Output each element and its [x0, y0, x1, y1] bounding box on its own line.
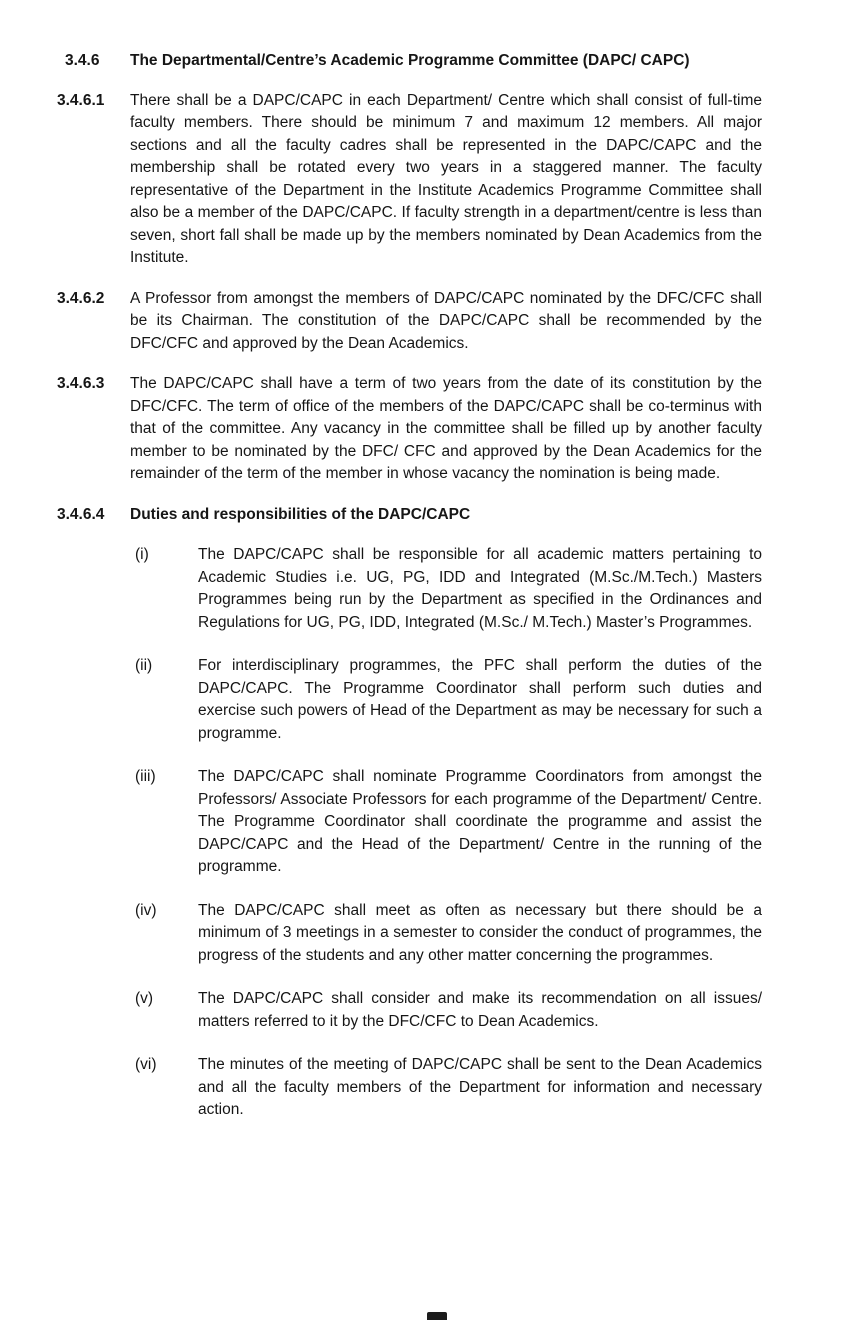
list-item	[130, 655, 762, 745]
clause-number: 3.4.6.2	[57, 289, 105, 307]
clause-number: 3.4.6.4	[57, 505, 105, 523]
list-item	[130, 544, 762, 634]
clause-text: There shall be a DAPC/CAPC in each Department/ Centre which shall consist of full-time faculty members. There should be minimum 7 and maximum 12 members. All major sections and all the faculty cadres shall be represented in the DAPC/CAPC and the membership shall be rotated every two years in a staggered manner. The faculty representative of the Department in the Institute Academics Programme Committee shall also be a member of the DAPC/CAPC. If faculty strength in a department/centre is less than seven, short fall shall be made up by the members nominated by Dean Academics from the Institute.	[130, 91, 762, 266]
list-item	[130, 766, 762, 879]
clause-3-4-6-3	[57, 373, 762, 486]
list-item-text: The DAPC/CAPC shall meet as often as necessary but there should be a minimum of 3 meetings in a semester to consider the conduct of programmes, the progress of the students and any other matter concerning the programmes.	[198, 901, 762, 964]
duties-list	[130, 544, 762, 1122]
section-heading	[57, 50, 762, 73]
clause-number: 3.4.6.3	[57, 375, 105, 392]
clause-3-4-6-4	[57, 504, 762, 527]
list-item	[130, 988, 762, 1033]
clause-text: The DAPC/CAPC shall have a term of two years from the date of its constitution by the DFC/CFC. The term of office of the members of the DAPC/CAPC shall be co-terminus with that of the committee. Any vacancy in the committee shall be filled up by another faculty member to be nominated by the DFC/ CFC and approved by the Dean Academics for the remainder of the term of the member in whose vacancy the nomination is being made.	[130, 375, 762, 482]
list-item-label: (iv)	[135, 901, 157, 919]
list-item-text: The DAPC/CAPC shall consider and make its recommendation on all issues/ matters referred to it by the DFC/CFC to Dean Academics.	[198, 990, 762, 1030]
list-item-text: The DAPC/CAPC shall be responsible for all academic matters pertaining to Academic Studies i.e. UG, PG, IDD and Integrated (M.Sc./M.Tech.) Masters Programmes being run by the Department as specified in the Ordinances and Regulations for UG, PG, IDD, Integrated (M.Sc./ M.Tech.) Master’s Programmes.	[198, 546, 762, 631]
page-number-cropped	[427, 1312, 447, 1320]
list-item-label: (v)	[135, 990, 154, 1007]
list-item-label: (ii)	[135, 657, 153, 674]
list-item	[130, 1054, 762, 1122]
section-number: 3.4.6	[65, 52, 100, 69]
list-item-text: The DAPC/CAPC shall nominate Programme Coordinators from amongst the Professors/ Associate Professors for each programme of the Department/ Centre. The Programme Coordinator shall coordinate the programme and assist the DAPC/CAPC and the Head of the Department/ Centre in the running of the programme.	[198, 768, 762, 875]
clause-3-4-6-2	[57, 288, 762, 356]
list-item-text: The minutes of the meeting of DAPC/CAPC shall be sent to the Dean Academics and all the faculty members of the Department for information and necessary action.	[198, 1056, 762, 1118]
clause-3-4-6-1	[57, 90, 762, 270]
clause-text: A Professor from amongst the members of DAPC/CAPC nominated by the DFC/CFC shall be its Chairman. The constitution of the DAPC/CAPC shall be recommended by the DFC/CFC and approved by the Dean Academics.	[130, 289, 762, 352]
section-title: The Departmental/Centre’s Academic Programme Committee (DAPC/ CAPC)	[130, 52, 690, 69]
clause-number: 3.4.6.1	[57, 91, 105, 109]
list-item-text: For interdisciplinary programmes, the PFC shall perform the duties of the DAPC/CAPC. The Programme Coordinator shall perform such duties and exercise such powers of Head of the Department as may be necessary for such a programme.	[198, 657, 762, 742]
list-item-label: (vi)	[135, 1056, 157, 1073]
list-item-label: (i)	[135, 546, 149, 563]
list-item-label: (iii)	[135, 768, 156, 785]
list-item	[130, 900, 762, 968]
clause-title: Duties and responsibilities of the DAPC/CAPC	[130, 505, 471, 523]
